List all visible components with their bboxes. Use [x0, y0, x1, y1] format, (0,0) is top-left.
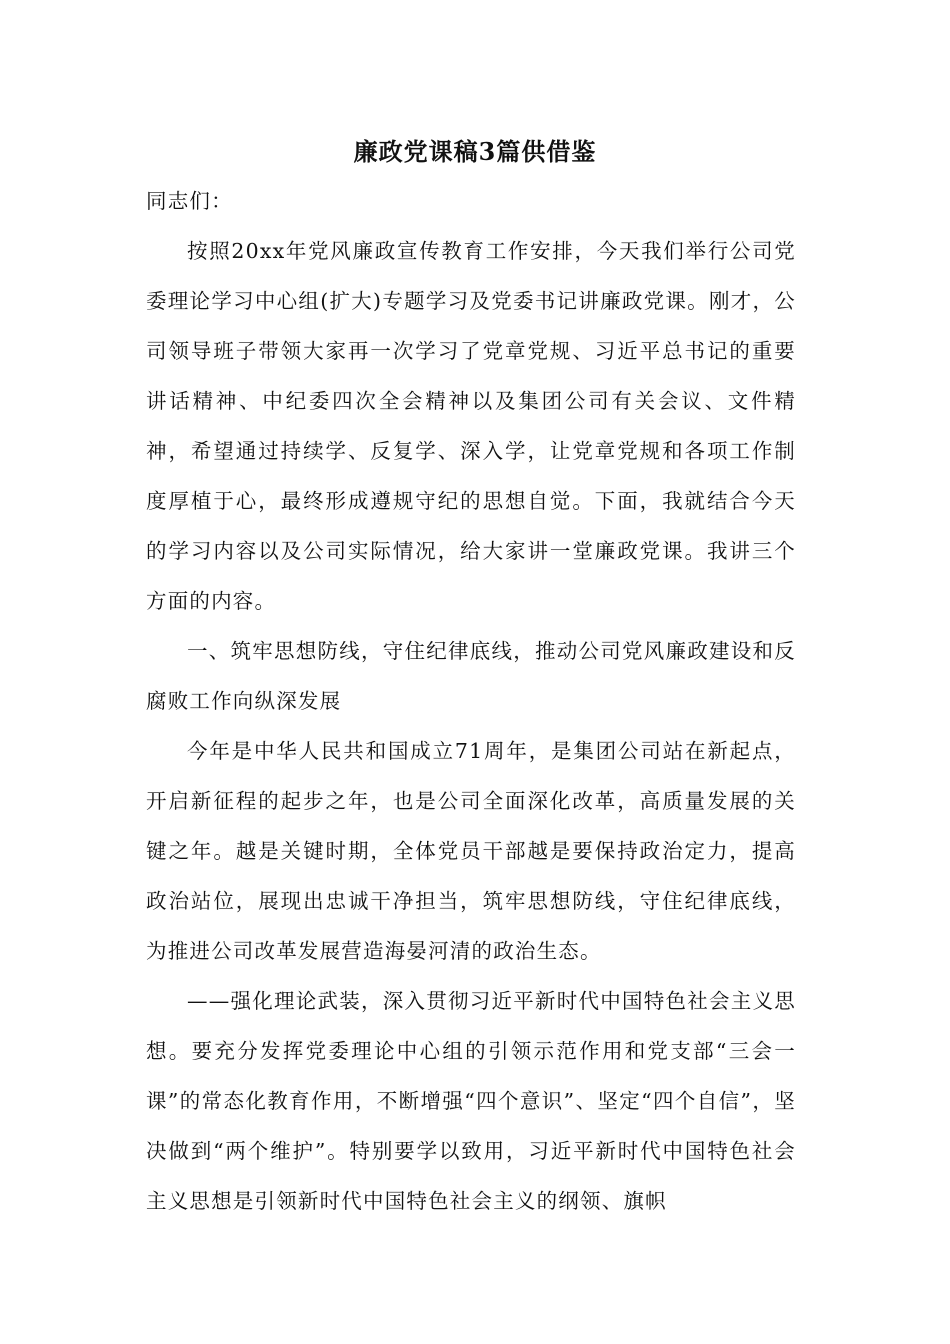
document-title: 廉政党课稿3篇供借鉴 [353, 137, 597, 166]
section-heading: 一、筑牢思想防线，守住纪律底线，推动公司党风廉政建设和反腐败工作向纵深发展 [146, 639, 796, 713]
salutation: 同志们： [146, 189, 233, 213]
paragraph-intro: 按照20xx年党风廉政宣传教育工作安排，今天我们举行公司党委理论学习中心组(扩大)专题学习及党委书记讲廉政党课。刚才，公司领导班子带领大家再一次学习了党章党规、习近平总书记的重要讲话精神、中纪委四次全会精神以及集团公司有关会议、文件精神，希望通过持续学、反复学、深入学，让党章党规和各项工作制度厚植于心，最终形成遵规守纪的思想自觉。下面，我就结合今天的学习内容以及公司实际情况，给大家讲一堂廉政党课。我讲三个方面的内容。 [146, 239, 796, 613]
paragraph-body: ——强化理论武装，深入贯彻习近平新时代中国特色社会主义思想。要充分发挥党委理论中心组的引领示范作用和党支部“三会一课”的常态化教育作用，不断增强“四个意识”、坚定“四个自信”，坚决做到“两个维护”。特别要学以致用，习近平新时代中国特色社会主义思想是引领新时代中国特色社会主义的纲领、旗帜 [146, 989, 796, 1213]
paragraph-body: 今年是中华人民共和国成立71周年，是集团公司站在新起点，开启新征程的起步之年，也是公司全面深化改革，高质量发展的关键之年。越是关键时期，全体党员干部越是要保持政治定力，提高政治站位，展现出忠诚干净担当，筑牢思想防线，守住纪律底线，为推进公司改革发展营造海晏河清的政治生态。 [146, 739, 796, 963]
document-body [146, 176, 796, 1226]
